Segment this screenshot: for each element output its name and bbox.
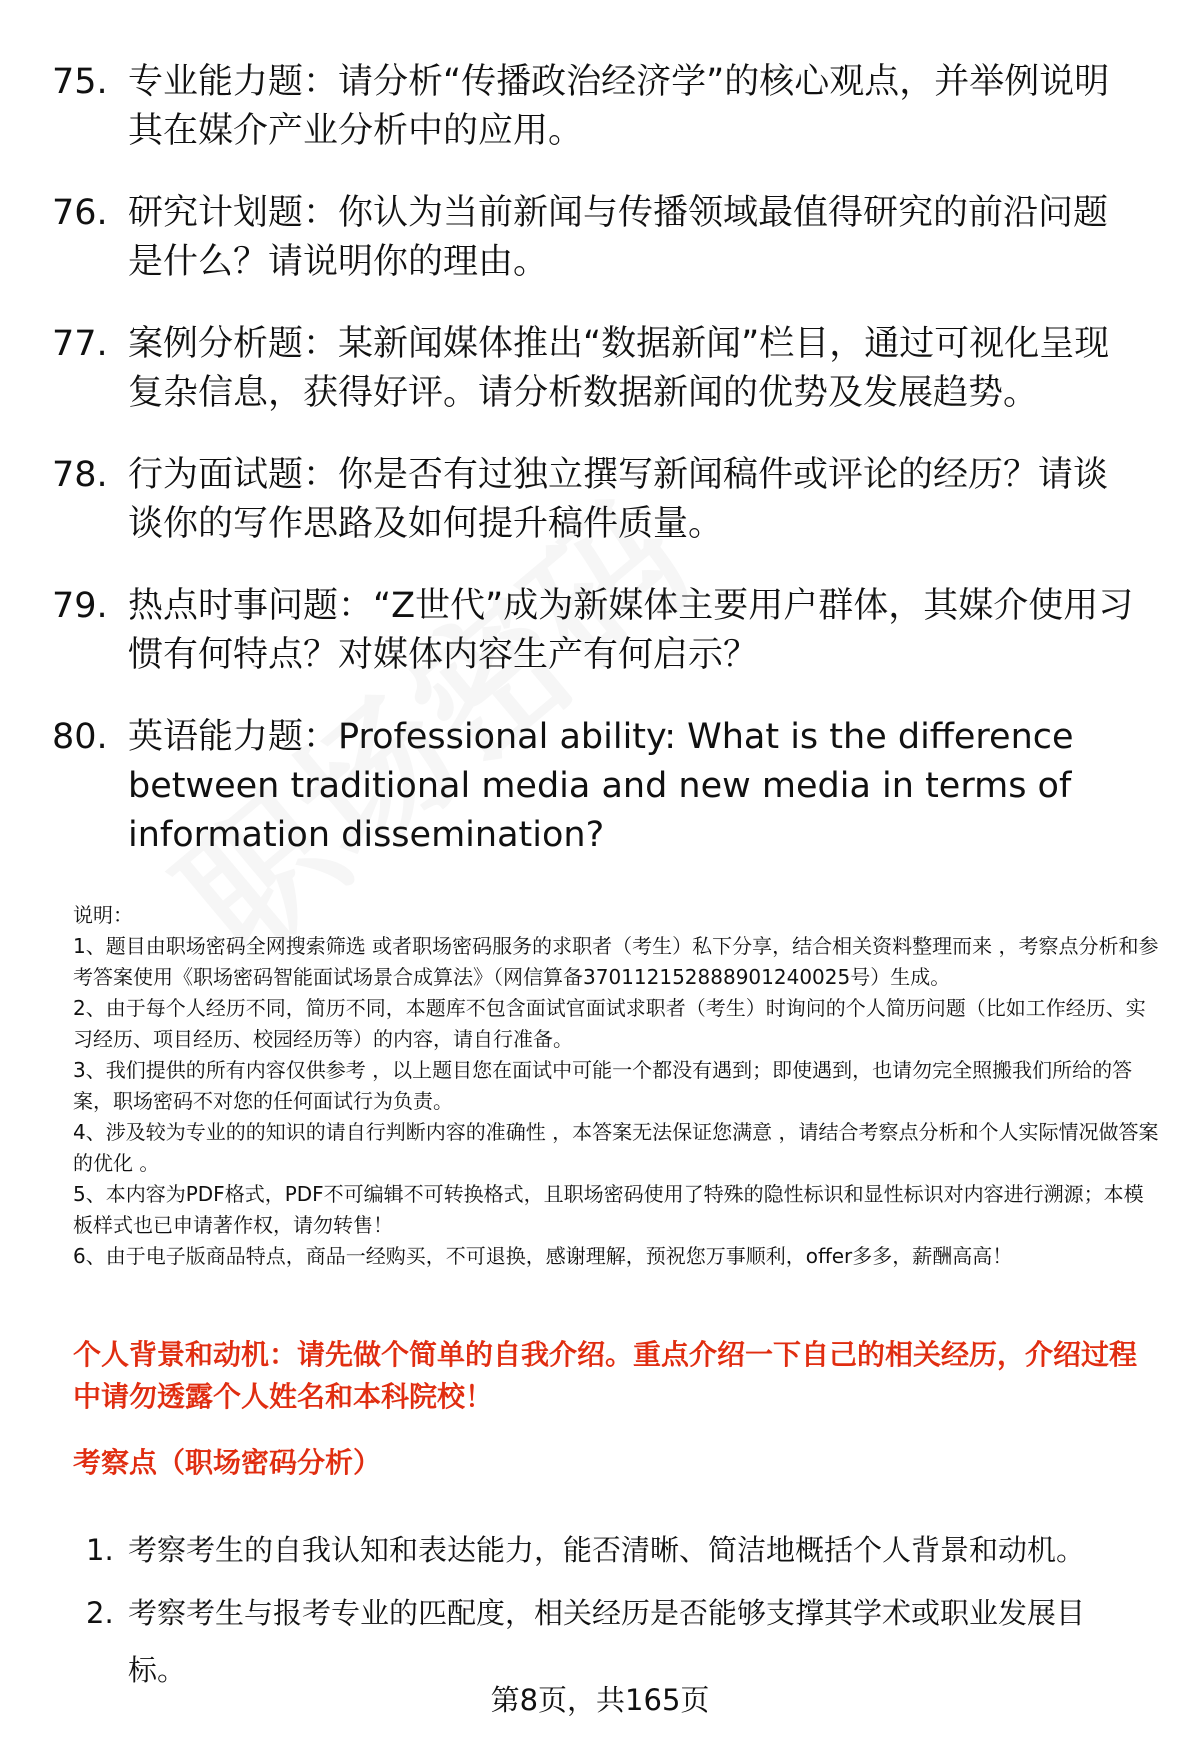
question-item bbox=[52, 320, 1152, 418]
note-item: 2、由于每个人经历不同，简历不同，本题库不包含面试官面试求职者（考生）时询问的个人简历问题（比如工作经历、实习经历、项目经历、校园经历等）的内容，请自行准备。 bbox=[73, 996, 1146, 1051]
question-item bbox=[52, 451, 1152, 549]
notes-title: 说明： bbox=[73, 903, 133, 927]
analysis-point-list bbox=[86, 1522, 1146, 1705]
point-number: 1. bbox=[86, 1533, 114, 1567]
note-item: 5、本内容为PDF格式，PDF不可编辑不可转换格式，且职场密码使用了特殊的隐性标识和显性标识对内容进行溯源；本模板样式也已申请著作权，请勿转售！ bbox=[73, 1182, 1144, 1237]
question-text: 专业能力题：请分析“传播政治经济学”的核心观点，并举例说明其在媒介产业分析中的应用。 bbox=[128, 62, 1110, 151]
question-text: 案例分析题：某新闻媒体推出“数据新闻”栏目，通过可视化呈现复杂信息，获得好评。请分析数据新闻的优势及发展趋势。 bbox=[128, 324, 1110, 413]
question-number: 80. bbox=[52, 717, 108, 757]
notes-section bbox=[73, 900, 1163, 1272]
question-number: 76. bbox=[52, 193, 108, 233]
question-number: 78. bbox=[52, 455, 108, 495]
question-item bbox=[52, 58, 1152, 156]
note-item: 4、涉及较为专业的的知识的请自行判断内容的准确性 ，本答案无法保证您满意 ，请结合考察点分析和个人实际情况做答案的优化 。 bbox=[73, 1120, 1159, 1175]
note-item: 1、题目由职场密码全网搜索筛选 或者职场密码服务的求职者（考生）私下分享，结合相关资料整理而来 ，考察点分析和参考答案使用《职场密码智能面试场景合成算法》（网信算备370112152888901240025号）生成。 bbox=[73, 934, 1159, 989]
question-item bbox=[52, 582, 1152, 680]
point-text: 考察考生与报考专业的匹配度，相关经历是否能够支撑其学术或职业发展目标。 bbox=[128, 1596, 1086, 1687]
note-item: 6、由于电子版商品特点，商品一经购买，不可退换，感谢理解，预祝您万事顺利，offer多多，薪酬高高！ bbox=[73, 1244, 1013, 1268]
question-text: 行为面试题：你是否有过独立撰写新闻稿件或评论的经历？请谈谈你的写作思路及如何提升稿件质量。 bbox=[128, 455, 1109, 544]
note-item: 3、我们提供的所有内容仅供参考 ，以上题目您在面试中可能一个都没有遇到；即使遇到，也请勿完全照搬我们所给的答案，职场密码不对您的任何面试行为负责。 bbox=[73, 1058, 1133, 1113]
question-item bbox=[52, 713, 1152, 860]
question-text: 热点时事问题：“Z世代”成为新媒体主要用户群体，其媒介使用习惯有何特点？对媒体内容生产有何启示？ bbox=[128, 586, 1134, 675]
point-text: 考察考生的自我认知和表达能力，能否清晰、简洁地概括个人背景和动机。 bbox=[128, 1533, 1086, 1567]
question-list bbox=[52, 58, 1152, 893]
page-footer: 第8页，共165页 bbox=[490, 1683, 710, 1717]
question-number: 75. bbox=[52, 62, 108, 102]
question-text: 研究计划题：你认为当前新闻与传播领域最值得研究的前沿问题是什么？请说明你的理由。 bbox=[128, 193, 1109, 282]
point-number: 2. bbox=[86, 1596, 114, 1630]
interview-question-heading: 个人背景和动机：请先做个简单的自我介绍。重点介绍一下自己的相关经历，介绍过程中请勿透露个人姓名和本科院校！ bbox=[73, 1338, 1138, 1413]
question-text: 英语能力题：Professional ability: What is the difference between traditional media and new media in terms of information dissemination? bbox=[128, 717, 1074, 855]
question-item bbox=[52, 189, 1152, 287]
analysis-subheading: 考察点（职场密码分析） bbox=[73, 1446, 382, 1479]
question-number: 77. bbox=[52, 324, 108, 364]
question-number: 79. bbox=[52, 586, 108, 626]
analysis-point bbox=[86, 1522, 1146, 1579]
